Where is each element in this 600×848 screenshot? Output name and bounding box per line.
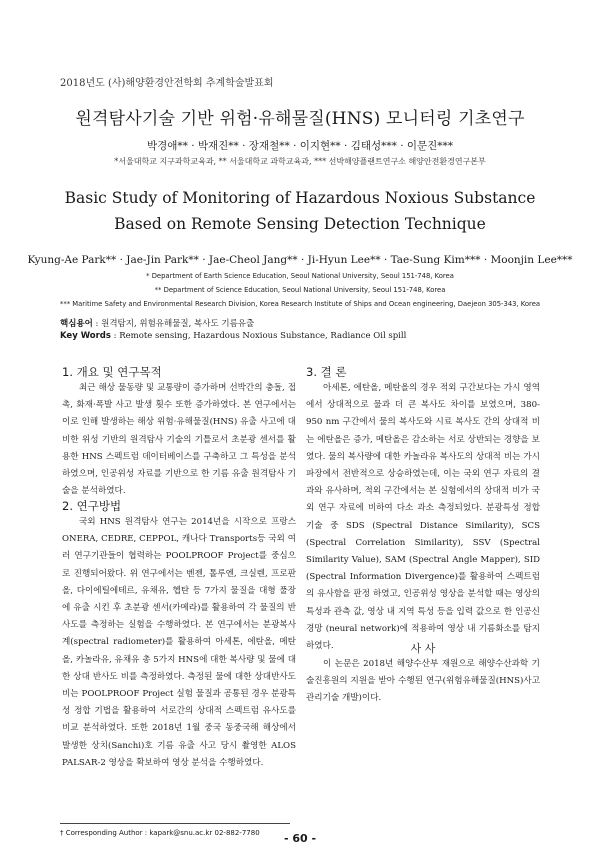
korean-keywords-label: 핵심용어: [60, 319, 93, 329]
korean-keywords-text: : 원격탐지, 위험유해물질, 복사도 기름유출: [92, 319, 255, 329]
intro-paragraph: 최근 해상 물동량 및 교통량이 증가하며 선박간의 충돌, 접촉, 화재·폭발 사고 발생 횟수 또한 증가하였다. 본 연구에서는 이로 인해 발생하는 해상 위험·유해물질(HNS) 유출 사고에 대비한 위성 기반의 원격탐사 기술의 기틀로서 초분광 센서를 활용한 HNS 스펙트럼 데이터베이스를 구축하고 그 특성을 분석하였으며, 인공위성 자료를 기반으로 한 기름 유출 원격탐사 기술을 분석하였다.: [62, 383, 296, 497]
page-number: - 60 -: [283, 832, 317, 845]
method-heading: 2. 연구방법: [62, 499, 122, 513]
conference-header: 2018년도 (사)해양환경안전학회 추계학술발표회: [60, 78, 274, 89]
english-keywords-label: Key Words: [60, 331, 111, 341]
english-affiliation-1: * Department of Earth Science Education, Seoul National University, Seoul 151-748, Korea: [146, 272, 454, 280]
english-affiliation-2: ** Department of Science Education, Seoul National University, Seoul 151-748, Korea: [154, 286, 446, 294]
english-title-line1: Basic Study of Monitoring of Hazardous Noxious Substance: [64, 189, 536, 207]
english-authors: Kyung-Ae Park** · Jae-Jin Park** · Jae-Cheol Jang** · Ji-Hyun Lee** · Tae-Sung Kim*** · Moonjin Lee***: [27, 254, 573, 266]
english-keywords-text: : Remote sensing, Hazardous Noxious Substance, Radiance Oil spill: [110, 331, 407, 341]
method-paragraph: 국외 HNS 원격탐사 연구는 2014년을 시작으로 프랑스 ONERA, CEDRE, CEPPOL, 캐나다 Transports등 국외 여러 연구기관들이 협력하는 POOLPROOF Project를 중심으로 진행되어왔다. 위 연구에서는 벤젠, 톨루엔, 크실렌, 프로판올, 다이에틸에테르, 유채유, 헵탄 등 7가지 물질을 대형 풀장에 유출 시킨 후 초분광 센서(카메라)를 활용하여 각 물질의 반사도를 측정하는 실험을 수행하였다. 본 연구에서는 분광복사계(spectral radiometer)를 활용하여 아세톤, 에탄올, 메탄올, 카놀라유, 유채유 총 5가지 HNS에 대한 복사량 및 물에 대한 상대 반사도 비를 측정하였다. 측정된 물에 대한 상대반사도 비는 POOLPROOF Project 실험 물질과 공통된 경우 분광특성 정합 기법을 활용하여 서로간의 상대적 스펙트럼 유사도를 비교 분석하였다. 또한 2018년 1월 중국 동중국해 해상에서 발생한 상치(Sanchi)호 기름 유출 사고 당시 촬영한 ALOS PALSAR-2 영상을 확보하여 영상 분석을 수행하였다.: [62, 517, 296, 768]
corresponding-author-footnote: † Corresponding Author : kapark@snu.ac.kr 02-882-7780: [60, 829, 260, 837]
result-paragraph: 아세톤, 에탄올, 메탄올의 경우 적외 구간보다는 가시 영역에서 상대적으로 물과 더 큰 복사도 차이를 보였으며, 380-950 nm 구간에서 물의 복사도와 시료 복사도 간의 상대적 비는 에탄올은 증가, 메탄올은 감소하는 서로 상반되는 경향을 보였다. 물의 복사량에 대한 카놀라유 복사도의 상대적 비는 가시파장에서 전반적으로 상승하였는데, 이는 국외 연구 자료의 결과와 유사하며, 적외 구간에서는 본 실험에서의 상대적 비가 국외 연구 자료에 비하여 다소 과소 측정되었다. 분광특성 정합 기술 중 SDS (Spectral Distance Similarity), SCS (Spectral Correlation Similarity), SSV (Spectral Similarity Value), SAM (Spectral Angle Mapper), SID (Spectral Information Divergence)를 활용하여 스펙트럼의 유사함을 판정 하였고, 인공위성 영상을 분석할 때는 영상의 특성과 관측 값, 영상 내 지역 특성 등을 입력 값으로 한 인공신경망 (neural network)에 적용하여 영상 내 기름화소를 탐지하였다.: [306, 383, 540, 652]
korean-keywords: [60, 317, 254, 329]
intro-heading: 1. 개요 및 연구목적: [62, 365, 162, 379]
korean-title: 원격탐사기술 기반 위험·유해물질(HNS) 모니터링 기초연구: [75, 109, 525, 129]
acknowledgement-heading: 사 사: [410, 642, 436, 655]
english-affiliation-3: *** Maritime Safety and Environmental Research Division, Korea Research Institute of Ships and Ocean engineering, Daejeon 305-343, Korea: [59, 300, 541, 308]
english-title-line2: Based on Remote Sensing Detection Technique: [114, 215, 486, 233]
acknowledgement-paragraph: 이 논문은 2018년 해양수산부 재원으로 해양수산과학 기술진흥원의 지원을 받아 수행된 연구(위험유해물질(HNS)사고 관리기술 개발)이다.: [306, 659, 540, 704]
korean-authors: 박경애** · 박재진** · 장재철** · 이지현** · 김태성*** · 이문진***: [146, 140, 454, 152]
korean-affiliation: *서울대학교 지구과학교육과, ** 서울대학교 과학교육과, *** 선박해양플랜트연구소 해양안전환경연구본부: [114, 157, 486, 166]
footnote-rule: [60, 823, 290, 824]
result-heading: 3. 결 론: [306, 365, 347, 379]
english-keywords: [60, 331, 406, 341]
